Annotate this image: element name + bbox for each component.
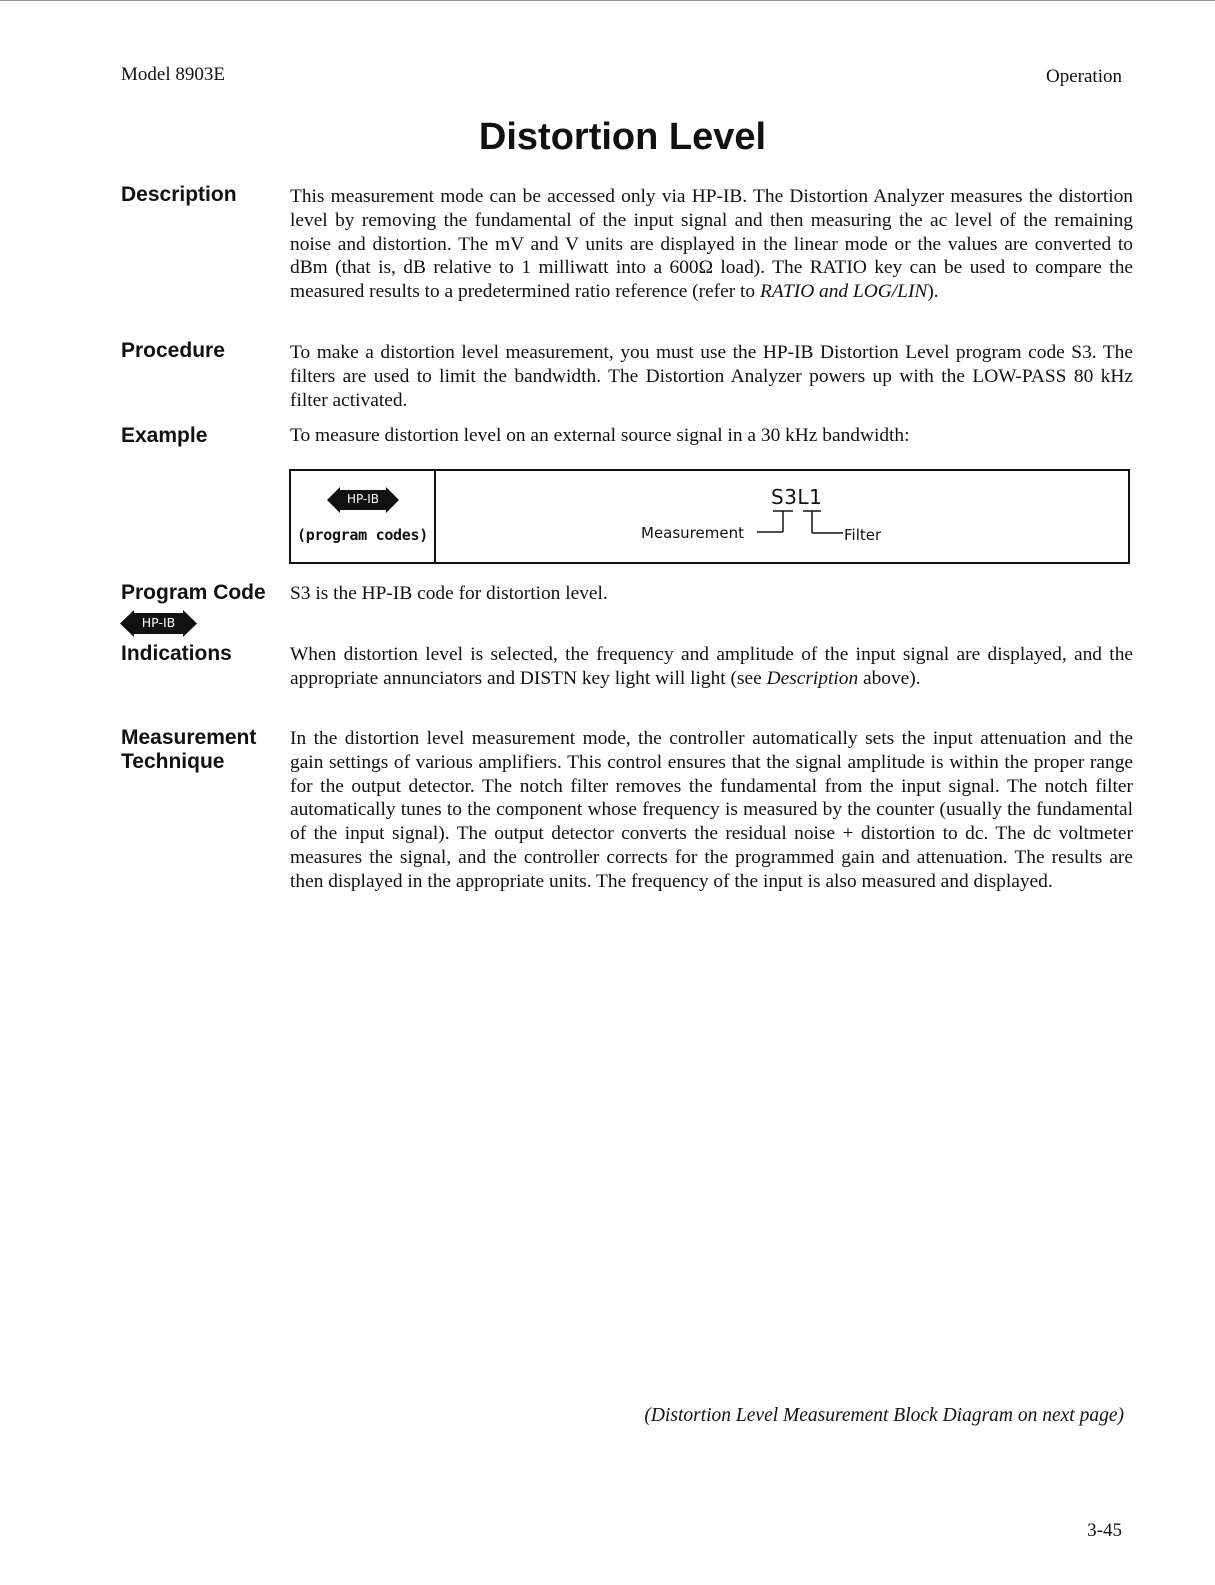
description-label: Description [121, 183, 237, 206]
program-codes-caption: (program codes) [297, 526, 428, 544]
program-code-label: Program Code [121, 581, 266, 604]
filter-label: Filter [844, 526, 882, 544]
procedure-paragraph: To make a distortion level measurement, you must use the HP-IB Distortion Level program code S3. The filters are used to limit the bandwidth. The Distortion Analyzer powers up with the LOW-PASS 80 kHz filter activated. [290, 342, 1133, 411]
box-divider [434, 471, 436, 562]
indications-ref: Description [766, 667, 859, 689]
indications-text-main: When distortion level is selected, the frequency and amplitude of the input signal are displayed, and the appropriate annunciators and DISTN key light will light (see [290, 644, 1133, 689]
measurement-technique-label-line2: Technique [121, 750, 225, 773]
measurement-technique-label [121, 726, 256, 774]
example-label: Example [121, 424, 208, 447]
top-rule [0, 0, 1215, 1]
description-text [290, 185, 1133, 304]
procedure-label: Procedure [121, 339, 225, 362]
header-model: Model 8903E [121, 64, 225, 85]
measurement-technique-label-line1: Measurement [121, 726, 257, 749]
program-code-badge-text: HP-IB [141, 615, 176, 630]
measurement-technique-paragraph: In the distortion level measurement mode, the controller automatically sets the input attenuation and the gain settings of various amplifiers. This control ensures that the signal amplitude is within the proper range for the output detector. The notch filter removes the fundamental from the input signal. The notch filter automatically tunes to the component whose frequency is measured by the counter (usually the fundamental of the input signal). The output detector converts the residual noise + distortion to dc. The dc voltmeter measures the signal, and the controller corrects for the programmed gain and attenuation. The results are then displayed in the appropriate units. The frequency of the input is also measured and displayed. [290, 728, 1133, 892]
page-number: 3-45 [1087, 1520, 1122, 1541]
page-title: Distortion Level [478, 116, 767, 158]
footer-note: (Distortion Level Measurement Block Diagram on next page) [644, 1405, 1124, 1426]
example-code-box [289, 469, 1130, 564]
description-text-main: This measurement mode can be accessed only via HP-IB. The Distortion Analyzer measures the distortion level by removing the fundamental of the input signal and then measuring the ac level of the remaining noise and distortion. The mV and V units are displayed in the linear mode or the values are converted to dBm (that is, dB relative to 1 milliwatt into a 600Ω load). The RATIO key can be used to compare the measured results to a predetermined ratio reference (refer to [290, 186, 1133, 303]
program-code-hp-ib-badge [120, 610, 197, 637]
hp-ib-badge [327, 487, 399, 513]
example-paragraph: To measure distortion level on an external source signal in a 30 kHz bandwidth: [290, 425, 910, 446]
header-section: Operation [1046, 66, 1122, 87]
hp-ib-badge-text: HP-IB [346, 492, 380, 506]
description-text-end: ). [927, 281, 939, 303]
program-code-text [290, 582, 1133, 606]
indications-text [290, 643, 1133, 691]
measurement-technique-text [290, 727, 1133, 894]
measurement-label: Measurement [641, 524, 744, 542]
program-code-string: S3L1 [771, 485, 823, 509]
program-code-paragraph: S3 is the HP-IB code for distortion level. [290, 583, 608, 604]
procedure-text [290, 341, 1133, 412]
indications-label: Indications [121, 642, 232, 665]
description-ref: RATIO and LOG/LIN [759, 281, 928, 303]
indications-text-end: above). [858, 667, 921, 689]
example-text [290, 424, 1133, 448]
